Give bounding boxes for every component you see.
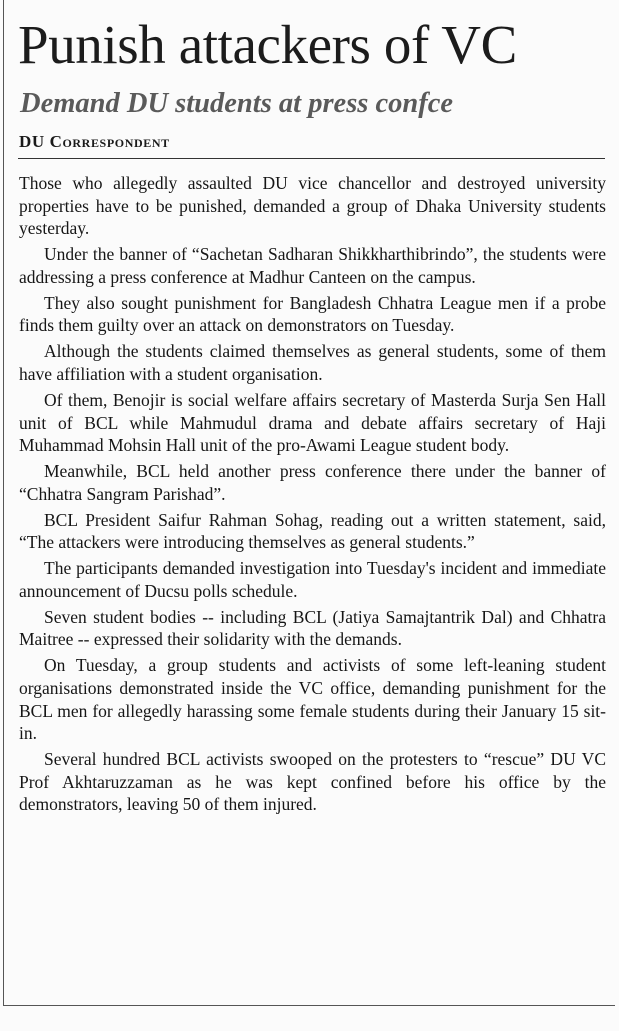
paragraph: Of them, Benojir is social welfare affairs secretary of Masterda Surja Sen Hall unit of BCL while Mahmudul drama and debate affairs secretary of Haji Muhammad Mohsin Hall unit of the pro-Awami League student body. — [19, 389, 606, 456]
paragraph: Although the students claimed themselves as general students, some of them have affiliation with a student organisation. — [19, 341, 606, 384]
paragraph: The participants demanded investigation into Tuesday's incident and immediate announcement of Ducsu polls schedule. — [19, 558, 606, 601]
paragraph: Those who allegedly assaulted DU vice chancellor and destroyed university properties have to be punished, demanded a group of Dhaka University students yesterday. — [19, 173, 606, 239]
headline: Punish attackers of VC — [18, 14, 517, 75]
paragraph: Meanwhile, BCL held another press conference there under the banner of “Chhatra Sangram Parishad”. — [19, 461, 606, 504]
article-body — [19, 172, 606, 819]
paragraph: Seven student bodies -- including BCL (Jatiya Samajtantrik Dal) and Chhatra Maitree -- expressed their solidarity with the demands. — [19, 606, 606, 650]
paragraph: On Tuesday, a group students and activists of some left-leaning student organisations demonstrated inside the VC office, demanding punishment for the BCL men for allegedly harassing some female students during their January 15 sit-in. — [19, 655, 606, 744]
byline: DU Correspondent — [19, 132, 170, 151]
paragraph: Several hundred BCL activists swooped on the protesters to “rescue” DU VC Prof Akhtaruzzaman as he was kept confined before his office by the demonstrators, leaving 50 of them injured. — [19, 749, 606, 815]
byline-divider — [18, 158, 605, 159]
subheadline: Demand DU students at press confce — [20, 88, 454, 119]
paragraph: BCL President Saifur Rahman Sohag, reading out a written statement, said, “The attackers were introducing themselves as general students.” — [19, 509, 606, 553]
column-rule-left — [3, 0, 4, 1006]
column-rule-bottom — [3, 1005, 615, 1006]
paragraph: Under the banner of “Sachetan Sadharan Shikkharthibrindo”, the students were addressing a press conference at Madhur Canteen on the campus. — [19, 244, 606, 287]
paragraph: They also sought punishment for Bangladesh Chhatra League men if a probe finds them guilty over an attack on demonstrators on Tuesday. — [19, 292, 606, 336]
